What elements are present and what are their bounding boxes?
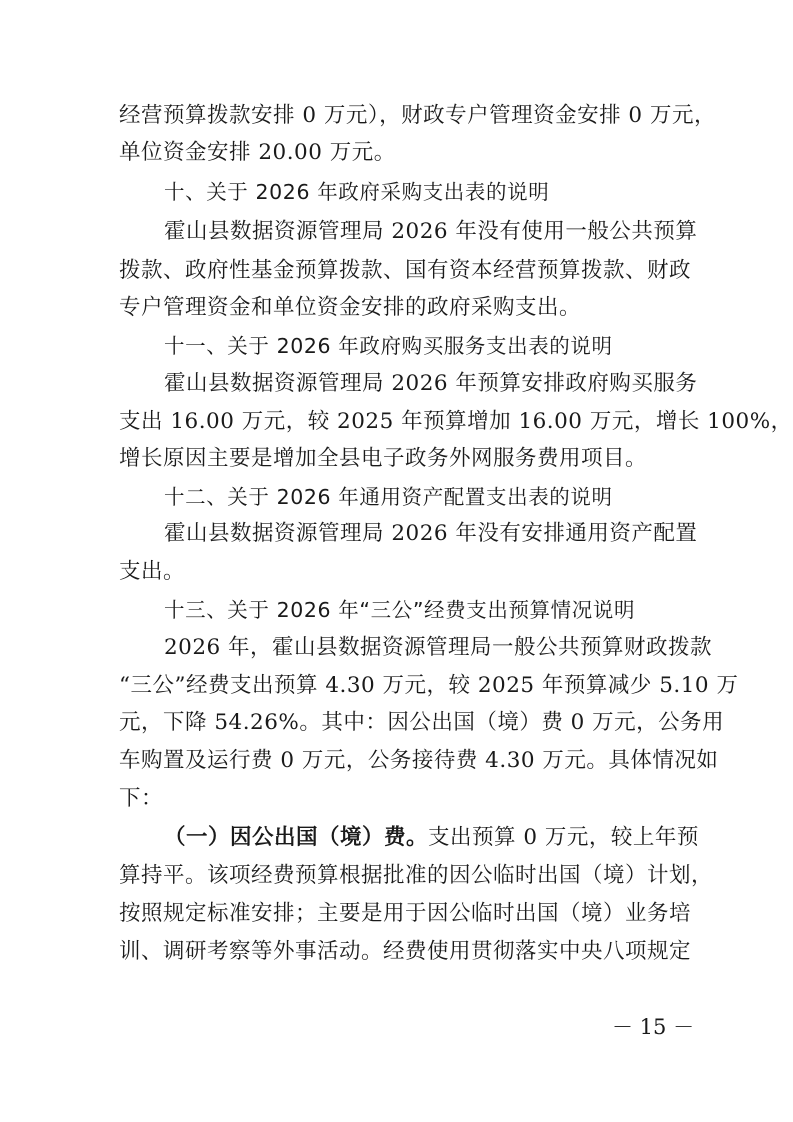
paragraph-line: 算持平。该项经费预算根据批准的因公临时出国（境）计划， — [119, 863, 714, 888]
paragraph-line: 经营预算拨款安排 0 万元），财政专户管理资金安排 0 万元， — [119, 103, 716, 128]
subsection-line — [164, 820, 699, 856]
paragraph-line: 增长原因主要是增加全县电子政务外网服务费用项目。 — [119, 446, 648, 471]
section-heading-13: 十三、关于 2026 年“三公”经费支出预算情况说明 — [164, 598, 636, 622]
paragraph-line: 元，下降 54.26%。其中：因公出国（境）费 0 万元，公务用 — [119, 710, 725, 735]
section-heading-10: 十、关于 2026 年政府采购支出表的说明 — [164, 180, 550, 204]
paragraph-line: 霍山县数据资源管理局 2026 年预算安排政府购买服务 — [164, 371, 698, 396]
paragraph-line: 2026 年，霍山县数据资源管理局一般公共预算财政拨款 — [164, 635, 713, 660]
page-number: － 15 － — [612, 1015, 695, 1039]
section-heading-11: 十一、关于 2026 年政府购买服务支出表的说明 — [164, 334, 613, 358]
subsection-heading: （一）因公出国（境）费。 — [164, 825, 429, 850]
paragraph-line: 专户管理资金和单位资金安排的政府采购支出。 — [119, 295, 582, 320]
paragraph-line: 霍山县数据资源管理局 2026 年没有安排通用资产配置 — [164, 521, 698, 546]
paragraph-line: 单位资金安排 20.00 万元。 — [119, 140, 396, 165]
paragraph-line: “三公”经费支出预算 4.30 万元，较 2025 年预算减少 5.10 万 — [119, 673, 739, 698]
paragraph-line: 车购置及运行费 0 万元，公务接待费 4.30 万元。具体情况如 — [119, 748, 719, 773]
paragraph-line: 按照规定标准安排；主要是用于因公临时出国（境）业务培 — [119, 901, 692, 926]
subsection-text: 支出预算 0 万元，较上年预 — [428, 825, 699, 850]
paragraph-line: 下： — [119, 786, 164, 811]
paragraph-line: 拨款、政府性基金预算拨款、国有资本经营预算拨款、财政 — [119, 258, 692, 283]
paragraph-line: 训、调研考察等外事活动。经费使用贯彻落实中央八项规定 — [119, 939, 692, 964]
paragraph-line: 支出 16.00 万元，较 2025 年预算增加 16.00 万元，增长 100%， — [119, 409, 793, 434]
paragraph-line: 支出。 — [119, 559, 186, 584]
paragraph-line: 霍山县数据资源管理局 2026 年没有使用一般公共预算 — [164, 219, 698, 244]
section-heading-12: 十二、关于 2026 年通用资产配置支出表的说明 — [164, 485, 613, 509]
